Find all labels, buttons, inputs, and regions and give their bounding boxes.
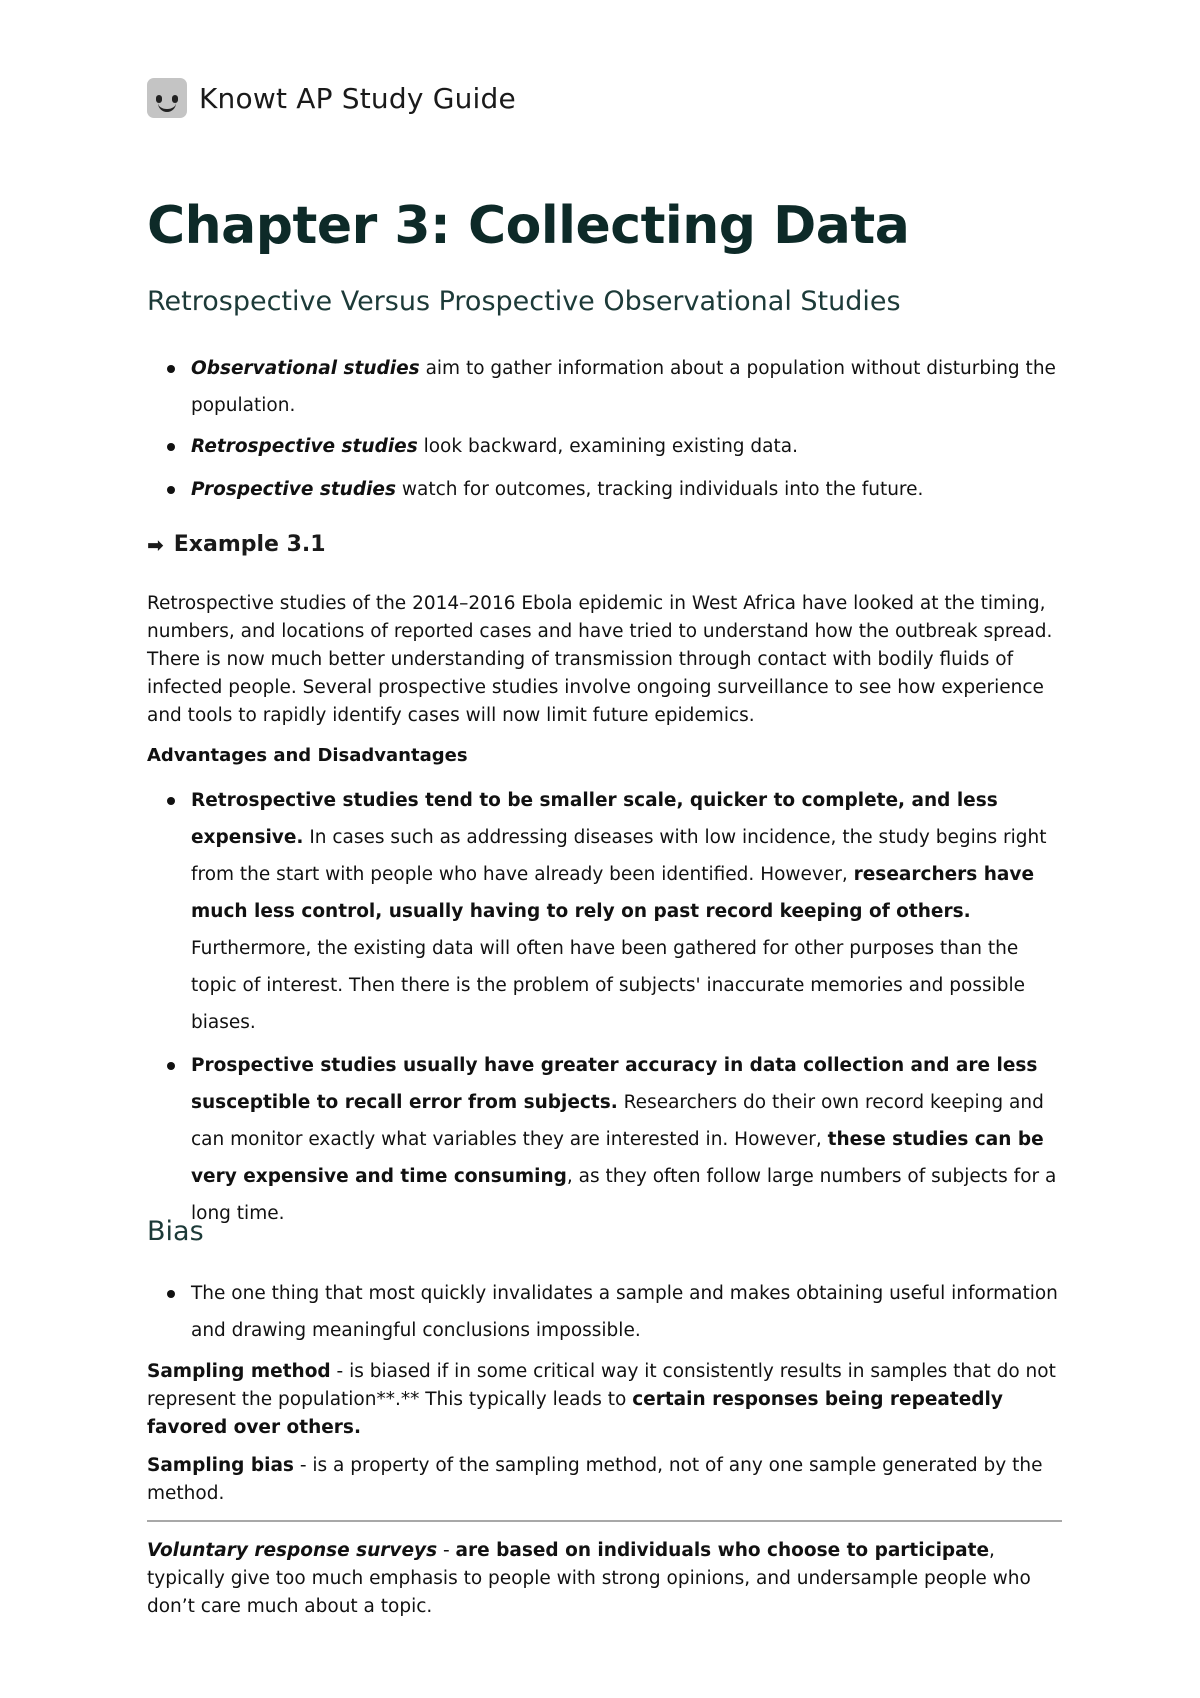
advantages-heading: Advantages and Disadvantages — [147, 745, 468, 766]
list-item: The one thing that most quickly invalidates a sample and makes obtaining useful information and drawing meaningful conclusions impossible. — [147, 1275, 1062, 1349]
example-heading — [147, 532, 1062, 557]
chapter-title: Chapter 3: Collecting Data — [147, 196, 910, 256]
advantages-list — [147, 782, 1062, 1232]
example-title: Example 3.1 — [173, 532, 326, 557]
list-item: Observational studies aim to gather information about a population without disturbing the population. — [147, 350, 1062, 424]
list-item: Retrospective studies look backward, examining existing data. — [147, 428, 1062, 465]
example-paragraph: Retrospective studies of the 2014–2016 Ebola epidemic in West Africa have looked at the timing, numbers, and locations of reported cases and have tried to understand how the outbreak spread. There is now much better understanding of transmission through contact with bodily fluids of infected people. Several prospective studies involve ongoing surveillance to see how experience and tools to rapidly identify cases will now limit future epidemics. — [147, 593, 1053, 726]
list-item: Prospective studies usually have greater accuracy in data collection and are less susceptible to recall error from subjects. Researchers do their own record keeping and can monitor exactly what variables they are interested in. However, these studies can be very expensive and time consuming, as they often follow large numbers of subjects for a long time. — [147, 1047, 1062, 1232]
voluntary-response-paragraph: Voluntary response surveys - are based on individuals who choose to participate, typically give too much emphasis to people with strong opinions, and undersample people who don’t care much about a topic. — [147, 1540, 1031, 1617]
right-arrow-icon: ➡ — [147, 532, 164, 557]
divider — [147, 1520, 1062, 1522]
bias-list — [147, 1275, 1062, 1349]
header — [147, 78, 516, 118]
bias-title: Bias — [147, 1216, 204, 1247]
studies-list — [147, 350, 1062, 508]
list-item: Retrospective studies tend to be smaller scale, quicker to complete, and less expensive. In cases such as addressing diseases with low incidence, the study begins right from the start with people who have already been identified. However, researchers have much less control, usually having to rely on past record keeping of others. Furthermore, the existing data will often have been gathered for other purposes than the topic of interest. Then there is the problem of subjects' inaccurate memories and possible biases. — [147, 782, 1062, 1041]
list-item: Prospective studies watch for outcomes, tracking individuals into the future. — [147, 471, 1062, 508]
sampling-bias-paragraph: Sampling bias - is a property of the sampling method, not of any one sample generated by the method. — [147, 1455, 1043, 1504]
sampling-method-paragraph: Sampling method - is biased if in some critical way it consistently results in samples that do not represent the population**.** This typically leads to certain responses being repeatedly favored over others. — [147, 1361, 1056, 1438]
brand-title: Knowt AP Study Guide — [199, 81, 516, 115]
smiling-face-logo-icon — [147, 78, 187, 118]
section-title-studies: Retrospective Versus Prospective Observational Studies — [147, 286, 901, 317]
